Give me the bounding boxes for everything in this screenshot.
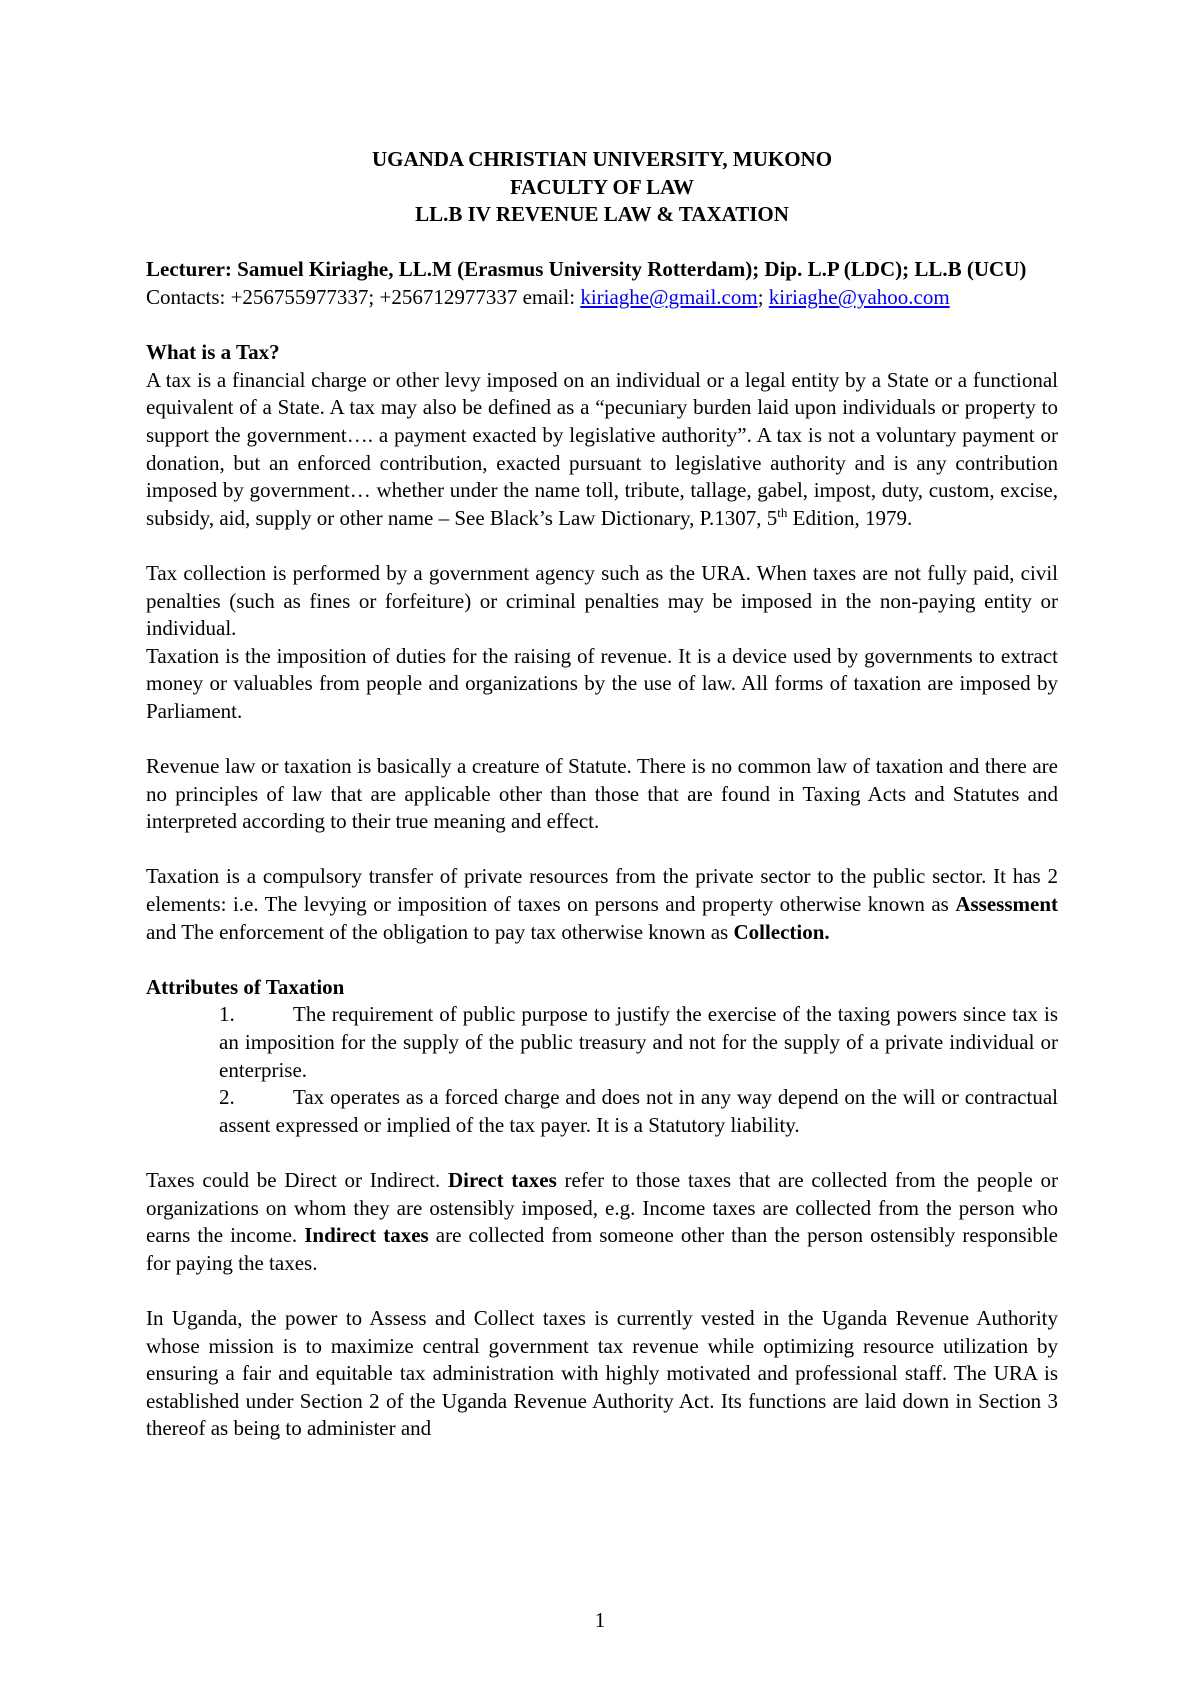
paragraph-taxation-definition: Taxation is the imposition of duties for the raising of revenue. It is a device used by governments to extract money or valuables from people and organizations by the use of law. All forms of taxation are imposed by Parliament. (146, 643, 1058, 723)
term-collection: Collection. (733, 919, 830, 944)
email-separator: ; (757, 284, 764, 309)
term-assessment: Assessment (955, 892, 1058, 917)
lecturer-name: Samuel Kiriaghe, LL.M (Erasmus University Rotterdam); Dip. L.P (LDC); LL.B (UCU) (237, 257, 1027, 282)
term-direct-taxes: Direct taxes (447, 1167, 557, 1192)
list-item (219, 1084, 1058, 1139)
list-item (219, 1001, 1058, 1084)
email-link-gmail[interactable]: kiriaghe@gmail.com (580, 284, 758, 309)
paragraph-tax-collection: Tax collection is performed by a government agency such as the URA. When taxes are not fully paid, civil penalties (such as fines or forfeiture) or criminal penalties may be imposed in the non-paying entity or individual. (146, 560, 1058, 641)
paragraph-compulsory-transfer (146, 863, 1058, 946)
lecturer-contacts: Contacts: +256755977337; +256712977337 email: (146, 284, 581, 309)
heading-text: Attributes of Taxation (146, 974, 345, 999)
email-link-yahoo[interactable]: kiriaghe@yahoo.com (768, 284, 950, 309)
paragraph-direct-indirect (146, 1167, 1058, 1277)
page-content (146, 146, 1058, 1443)
institution-title: UGANDA CHRISTIAN UNIVERSITY, MUKONO (371, 147, 833, 171)
paragraph-text: Taxes could be Direct or Indirect. (146, 1167, 448, 1192)
term-indirect-taxes: Indirect taxes (304, 1223, 429, 1248)
lecturer-info (146, 256, 1058, 311)
superscript-text: th (777, 504, 788, 520)
attributes-list (219, 1001, 1058, 1139)
paragraph-ura: In Uganda, the power to Assess and Collect taxes is currently vested in the Uganda Revenue Authority whose mission is to maximize central government tax revenue while optimizing resource utilization by ensuring a fair and equitable tax administration with highly motivated and professional staff. The URA is established under Section 2 of the Uganda Revenue Authority Act. Its functions are laid down in Section 3 thereof as being to administer and (146, 1305, 1058, 1441)
heading-text: What is a Tax? (146, 340, 280, 365)
paragraph-tax-definition (146, 367, 1058, 533)
paragraph-text: Taxation is a compulsory transfer of private resources from the private sector to the public sector. It has 2 elements: i.e. The levying or imposition of taxes on persons and property otherwise known as (146, 864, 1058, 917)
lecturer-label: Lecturer: (146, 257, 232, 282)
list-item-text: Tax operates as a forced charge and does not in any way depend on the will or contractual assent expressed or implied of the tax payer. It is a Statutory liability. (219, 1085, 1058, 1137)
list-item-text: The requirement of public purpose to justify the exercise of the taxing powers since tax is an imposition for the supply of the public treasury and not for the supply of a private individual or enterprise. (219, 1002, 1058, 1082)
paragraph-text-mid: and The enforcement of the obligation to pay tax otherwise known as (146, 919, 734, 944)
section-heading-what-is-tax (146, 339, 1058, 367)
page-number: 1 (594, 1608, 606, 1632)
course-title: LL.B IV REVENUE LAW & TAXATION (415, 202, 789, 227)
section-heading-attributes (146, 974, 1058, 1002)
paragraph-revenue-law: Revenue law or taxation is basically a creature of Statute. There is no common law of taxation and there are no principles of law that are applicable other than those that are found in Taxing Acts and Statutes and interpreted according to their true meaning and effect. (146, 754, 1058, 834)
faculty-title: FACULTY OF LAW (510, 174, 694, 199)
paragraph-text: A tax is a financial charge or other levy imposed on an individual or a legal entity by a State or a functional equivalent of a State. A tax may also be defined as a “pecuniary burden laid upon individuals or property to support the government…. a payment exacted by legislative authority”. A tax is not a voluntary payment or donation, but an enforced contribution, exacted pursuant to legislative authority and is any contribution imposed by government… whether under the name toll, tribute, tallage, gabel, impost, duty, custom, excise, subsidy, aid, supply or other name – See Black’s Law Dictionary, P.1307, 5 (146, 367, 1058, 530)
paragraph-text-end: Edition, 1979. (787, 505, 913, 530)
paragraph-text-mid: refer to those taxes that are collected from the people or organizations on whom they are ostensibly imposed, e.g. Income taxes are collected from the person who earns the income. (146, 1167, 1058, 1248)
paragraph-text-end: are collected from someone other than the person ostensibly responsible for paying the taxes. (146, 1223, 1058, 1275)
list-number: 1. (219, 1002, 235, 1027)
list-number: 2. (219, 1085, 235, 1110)
